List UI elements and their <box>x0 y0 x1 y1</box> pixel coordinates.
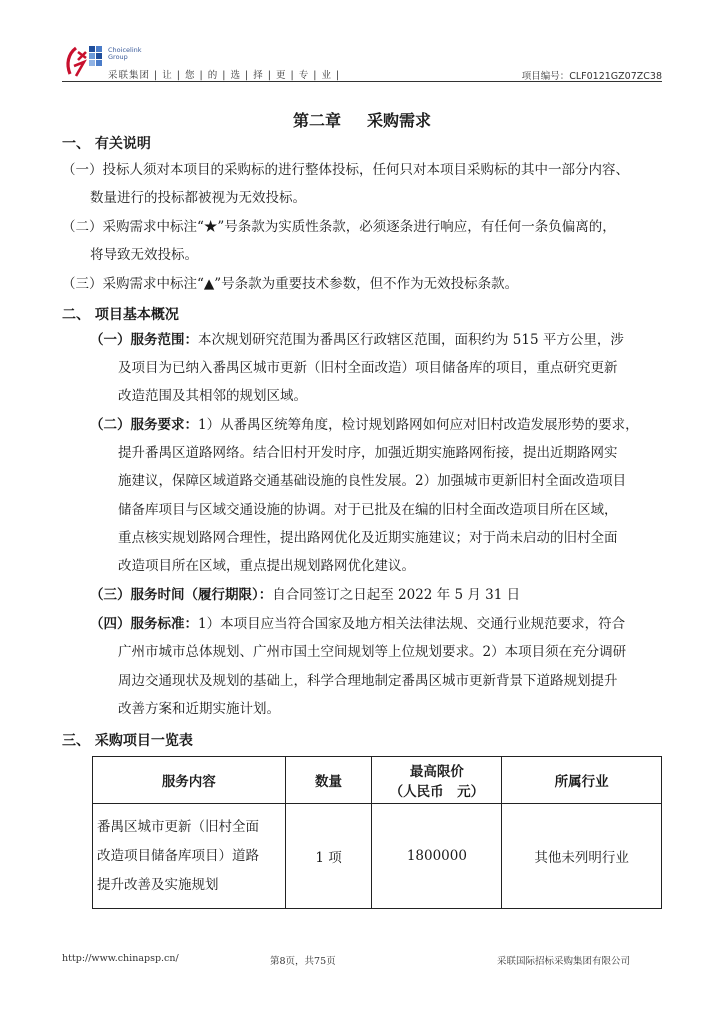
th-industry: 所属行业 <box>502 757 662 804</box>
req-line-1: （二）服务要求：1）从番禺区统筹角度，检讨规划路网如何应对旧村改造发展形势的要求， <box>90 417 639 433</box>
brand-slogan <box>108 67 340 81</box>
table-row <box>93 804 662 909</box>
s1-para-2b: 将导致无效投标。 <box>90 247 198 263</box>
std-line-1: （四）服务标准：1）本项目应当符合国家及地方相关法律法规、交通行业规范要求，符合 <box>90 616 626 632</box>
th-service: 服务内容 <box>93 757 286 804</box>
s1-para-1b: 数量进行的投标都被视为无效投标。 <box>90 190 306 206</box>
chapter-title <box>0 108 724 131</box>
th-price-line-2: （人民币 元） <box>389 784 485 800</box>
footer-url[interactable]: http://www.chinapsp.cn/ <box>62 953 179 964</box>
section-3-title: 三、 采购项目一览表 <box>62 733 193 749</box>
std-line-2: 广州市城市总体规划、广州市国土空间规划等上位规划要求。2）本项目须在充分调研 <box>118 644 627 660</box>
scope-line-2: 及项目为已纳入番禺区城市更新（旧村全面改造）项目储备库的项目，重点研究更新 <box>118 360 618 376</box>
cell-service: 番禺区城市更新（旧村全面 改造项目储备库项目）道路 提升改善及实施规划 <box>93 804 286 909</box>
chapter-name: 采购需求 <box>367 111 432 130</box>
table-header-row <box>93 757 662 804</box>
chapter-number: 第二章 <box>292 111 341 130</box>
req-line-6: 改造项目所在区域，重点提出规划路网优化建议。 <box>118 558 415 574</box>
footer-company: 采联国际招标采购集团有限公司 <box>496 956 630 967</box>
section-2-title: 二、 项目基本概况 <box>62 307 179 323</box>
brand-cn: 采联集团 <box>108 70 151 81</box>
footer-page-number: 第8页，共75页 <box>270 956 336 967</box>
req-line-4: 储备库项目与区域交通设施的协调。对于已批及在编的旧村全面改造项目所在区域， <box>118 502 618 518</box>
th-qty: 数量 <box>285 757 372 804</box>
procurement-table <box>92 756 662 909</box>
s1-para-3: （三）采购需求中标注“▲”号条款为重要技术参数，但不作为无效投标条款。 <box>62 276 519 292</box>
std-label: （四）服务标准： <box>90 616 198 632</box>
project-number: 项目编号：CLF0121GZ07ZC38 <box>521 71 662 82</box>
section-1-title: 一、 有关说明 <box>62 136 151 152</box>
std-line-3: 周边交通现状及规划的基础上，科学合理地制定番禺区城市更新背景下道路规划提升 <box>118 673 618 689</box>
s1-para-1a: （一）投标人须对本项目的采购标的进行整体投标，任何只对本项目采购标的其中一部分内容、 <box>62 162 629 178</box>
cell-price: 1800000 <box>372 804 502 909</box>
cell-industry: 其他未列明行业 <box>502 804 662 909</box>
brand-en-1: Choicelink <box>108 46 142 54</box>
req-label: （二）服务要求： <box>90 417 198 433</box>
scope-line-3: 改造范围及其相邻的规划区域。 <box>118 388 307 404</box>
req-line-2: 提升番禺区道路网络。结合旧村开发时序，加强近期实施路网衔接，提出近期路网实 <box>118 445 618 461</box>
brand-en-2: Group <box>108 53 128 61</box>
std-line-4: 改善方案和近期实施计划。 <box>118 701 280 717</box>
brand-name <box>108 47 142 61</box>
time-label: （三）服务时间（履行期限）： <box>90 587 273 603</box>
s1-para-2a: （二）采购需求中标注“★”号条款为实质性条款，必须逐条进行响应，有任何一条负偏离的， <box>62 219 616 235</box>
slogan-text: | 让 | 您 | 的 | 选 | 择 | 更 | 专 | 业 | <box>154 70 341 81</box>
th-price <box>372 757 502 804</box>
page-header <box>62 44 662 82</box>
time-line: （三）服务时间（履行期限）：自合同签订之日起至 2022 年 5 月 31 日 <box>90 587 521 603</box>
scope-line-1: （一）服务范围：本次规划研究范围为番禺区行政辖区范围，面积约为 515 平方公里，涉 <box>90 332 624 348</box>
cell-qty: 1 项 <box>285 804 372 909</box>
th-price-line-1: 最高限价 <box>409 764 464 780</box>
req-line-3: 施建议，保障区域道路交通基础设施的良性发展。2）加强城市更新旧村全面改造项目 <box>118 473 627 489</box>
scope-label: （一）服务范围： <box>90 332 198 348</box>
req-line-5: 重点核实规划路网合理性，提出路网优化及近期实施建议；对于尚未启动的旧村全面 <box>118 530 618 546</box>
header-divider <box>62 81 662 82</box>
choicelink-logo-icon <box>62 44 106 80</box>
